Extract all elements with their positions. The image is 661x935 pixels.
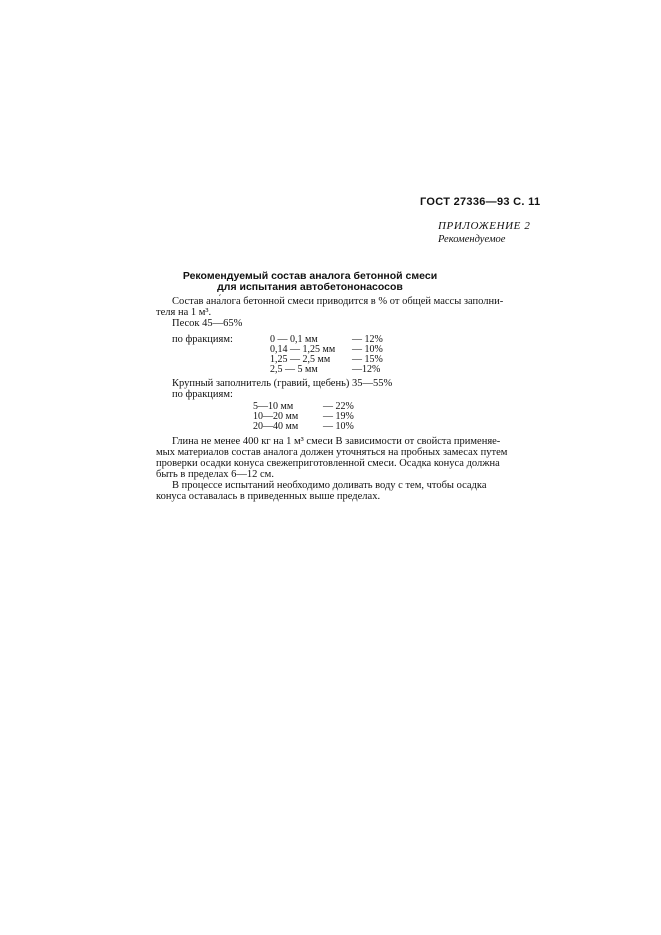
intro-line2: теля на 1 м³. (156, 307, 212, 318)
sand-fraction-size: 1,25 — 2,5 мм (270, 354, 331, 365)
coarse-fraction-share: — 19% (323, 411, 354, 422)
clay-line4: быть в пределах 6—12 см. (156, 469, 274, 480)
appendix-status: Рекомендуемое (438, 234, 506, 245)
intro-line1: Состав ана́лога бетонной смеси приводится в % от общей массы заполни- (172, 296, 504, 307)
clay-line1: Глина не менее 400 кг на 1 м³ смеси В зависимости от свойста применяе- (172, 436, 501, 447)
sand-fraction-size: 0 — 0,1 мм (270, 334, 318, 345)
water-line1: В процессе испытаний необходимо доливать воду с тем, чтобы осадка (172, 480, 487, 491)
clay-line3: проверки осадки конуса свежеприготовленной смеси. Осадка конуса должна (156, 458, 500, 469)
sand-fraction-share: — 12% (352, 334, 383, 345)
coarse-fraction-share: — 10% (323, 421, 354, 432)
coarse-fraction-size: 20—40 мм (253, 421, 299, 432)
coarse-fractions-label: по фракциям: (172, 389, 233, 400)
sand-fraction-share: — 10% (352, 344, 383, 355)
coarse-fraction-share: — 22% (323, 401, 354, 412)
coarse-fraction-size: 5—10 мм (253, 401, 294, 412)
section-title-line1: Рекомендуемый состав аналога бетонной смеси (182, 270, 438, 282)
water-line2: конуса оставалась в приведенных выше пределах. (156, 491, 381, 502)
coarse-fraction-size: 10—20 мм (253, 411, 299, 422)
sand-fraction-size: 2,5 — 5 мм (270, 364, 318, 375)
sand-fraction-share: — 15% (352, 354, 383, 365)
sand-heading: Песок 45—65% (172, 318, 243, 329)
sand-fraction-share: —12% (352, 364, 381, 375)
section-title-line2: для испытания автобетононасосов (217, 281, 403, 293)
coarse-heading: Крупный заполнитель (гравий, щебень) 35—55% (172, 378, 393, 389)
sand-fractions-label: по фракциям: (172, 334, 233, 345)
standard-page-code: ГОСТ 27336—93 С. 11 (420, 196, 541, 208)
appendix-label: ПРИЛОЖЕНИЕ 2 (438, 220, 531, 232)
clay-line2: мых материалов состав аналога должен уточняться на пробных замесах путем (156, 447, 508, 458)
sand-fraction-size: 0,14 — 1,25 мм (270, 344, 336, 355)
